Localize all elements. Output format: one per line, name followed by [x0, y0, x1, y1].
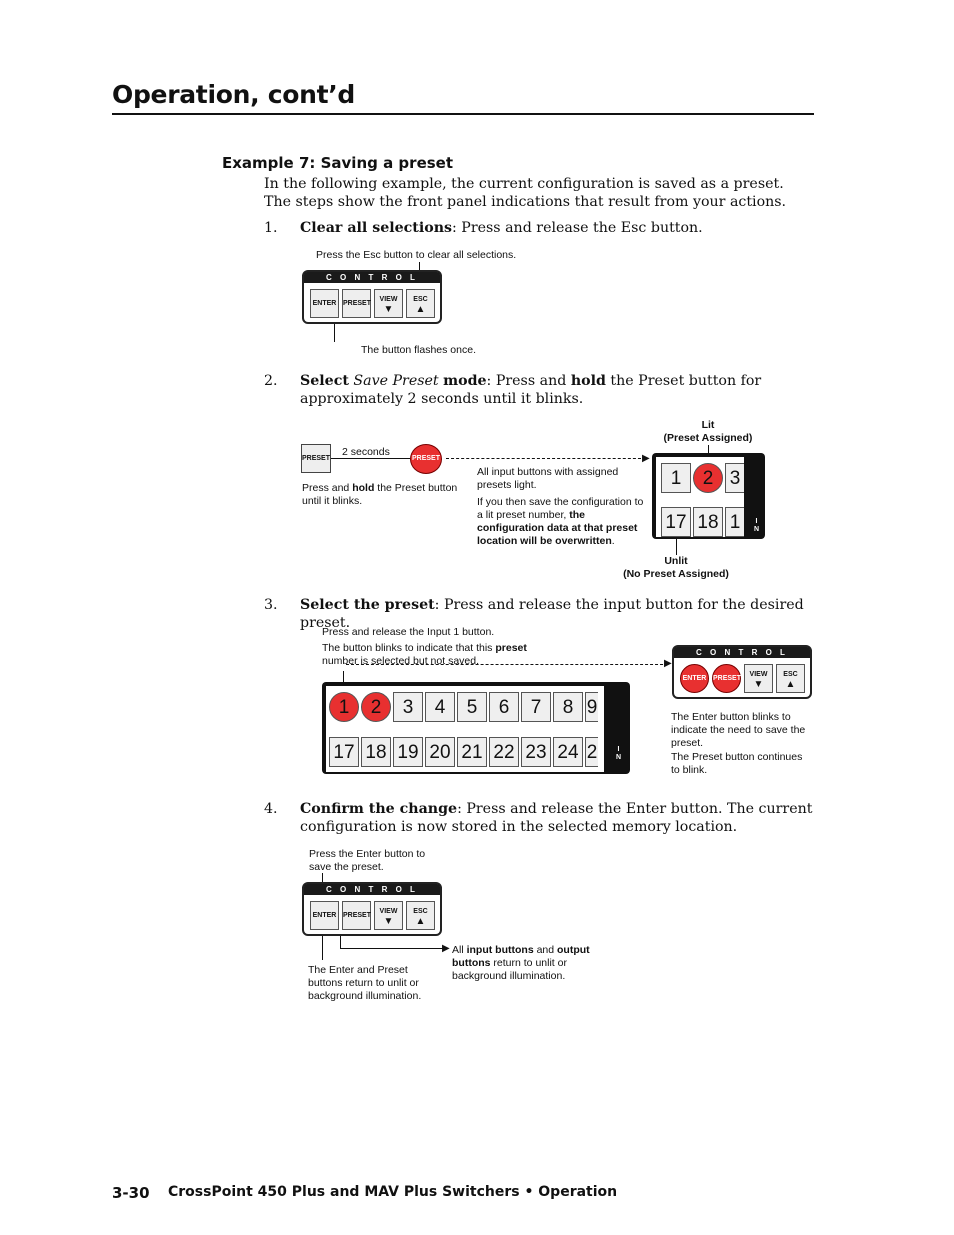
input-button[interactable]: 24 [553, 737, 583, 767]
leader-line [322, 936, 323, 960]
control-panel-title: C O N T R O L [304, 272, 440, 283]
input-button[interactable]: 4 [425, 692, 455, 722]
input-button-lit[interactable]: 1 [329, 692, 359, 722]
leader-line [334, 324, 335, 342]
step-4-number: 4. [264, 801, 278, 817]
esc-button[interactable]: ESC ▲ [406, 289, 435, 318]
caption-press-input-1: Press and release the Input 1 button. [322, 626, 495, 638]
step-1-text: Clear all selections: Press and release the Esc button. [300, 220, 703, 236]
preset-button[interactable]: PRESET [342, 901, 371, 930]
input-button[interactable]: 5 [457, 692, 487, 722]
control-panel-step1 [302, 270, 442, 324]
dashed-arrow [446, 458, 646, 459]
input-button[interactable]: 3 [725, 463, 744, 493]
input-button[interactable]: 6 [489, 692, 519, 722]
step-4-text: Confirm the change: Press and release the Enter button. The current configuration is now stored in the selected memory location. [300, 801, 813, 835]
down-arrow-icon: ▼ [753, 679, 764, 690]
step-2-text: Select Save Preset mode: Press and hold the Preset button for approximately 2 seconds until it blinks. [300, 373, 762, 407]
preset-button-blinking[interactable]: PRESET [712, 664, 741, 693]
caption-all-buttons: All input buttons and output buttons return to unlit or background illumination. [452, 944, 590, 982]
arrow-line [340, 948, 446, 949]
caption-press-esc: Press the Esc button to clear all selections. [316, 249, 517, 261]
input-button[interactable]: 7 [521, 692, 551, 722]
up-arrow-icon: ▲ [785, 679, 796, 690]
view-button[interactable]: VIEW ▼ [374, 289, 403, 318]
input-button[interactable]: 8 [553, 692, 583, 722]
step-3-number: 3. [264, 597, 278, 613]
down-arrow-icon: ▼ [383, 916, 394, 927]
example-title: Example 7: Saving a preset [222, 154, 454, 172]
leader-line [676, 538, 677, 555]
preset-button-blinking[interactable]: PRESET [410, 444, 442, 474]
input-label: I N [616, 746, 622, 761]
esc-button[interactable]: ESC ▲ [776, 664, 805, 693]
up-arrow-icon: ▲ [415, 304, 426, 315]
step-1-number: 1. [264, 220, 278, 236]
input-button[interactable]: 23 [521, 737, 551, 767]
input-button[interactable]: 18 [693, 507, 723, 537]
dashed-arrow [346, 664, 668, 665]
view-button[interactable]: VIEW ▼ [744, 664, 773, 693]
input-button[interactable]: 20 [425, 737, 455, 767]
caption-lit: Lit (Preset Assigned) [663, 419, 753, 444]
input-button-lit[interactable]: 2 [693, 463, 723, 493]
footer-title: CrossPoint 450 Plus and MAV Plus Switchers • Operation [168, 1184, 618, 1200]
caption-unlit: Unlit (No Preset Assigned) [623, 555, 729, 580]
preset-button-plain[interactable]: PRESET [301, 444, 331, 473]
caption-press-enter: Press the Enter button to save the preset. [309, 848, 426, 873]
step-3-text: Select the preset: Press and release the input button for the desired preset. [300, 597, 804, 631]
input-button[interactable]: 3 [393, 692, 423, 722]
arrow-head-icon: ▶ [664, 658, 672, 669]
arrow-head-icon: ▶ [442, 943, 450, 954]
control-panel-step3 [672, 645, 812, 699]
input-button[interactable]: 21 [457, 737, 487, 767]
caption-press-hold: Press and hold the Preset button until it blinks. [302, 482, 458, 507]
page-title: Operation, cont’d [112, 80, 356, 109]
input-button[interactable]: 9 [585, 692, 598, 722]
caption-preset-blinks: The Preset button continues to blink. [671, 751, 803, 776]
input-button[interactable]: 17 [661, 507, 691, 537]
control-panel-title: C O N T R O L [304, 884, 440, 895]
enter-button-blinking[interactable]: ENTER [680, 664, 709, 693]
header-rule [112, 113, 814, 115]
input-label: I N [754, 518, 760, 533]
caption-blinks: The button blinks to indicate that this preset number is selected but not saved. [322, 642, 527, 667]
input-button[interactable]: 22 [489, 737, 519, 767]
esc-button[interactable]: ESC ▲ [406, 901, 435, 930]
caption-overwrite: If you then save the configuration to a lit preset number, the configuration data at that preset location will be overwritten. [477, 496, 644, 547]
down-arrow-icon: ▼ [383, 304, 394, 315]
control-panel-step4 [302, 882, 442, 936]
view-button[interactable]: VIEW ▼ [374, 901, 403, 930]
input-button[interactable]: 1 [661, 463, 691, 493]
input-button-lit[interactable]: 2 [361, 692, 391, 722]
leader-line [340, 936, 341, 948]
input-button[interactable]: 19 [393, 737, 423, 767]
step-2-number: 2. [264, 373, 278, 389]
page-number: 3-30 [112, 1184, 150, 1202]
arrow-head-icon: ▶ [642, 453, 650, 464]
caption-assigned-light: All input buttons with assigned presets light. [477, 466, 619, 491]
input-button[interactable]: 18 [361, 737, 391, 767]
input-button[interactable]: 2 [585, 737, 598, 767]
caption-enter-preset-return: The Enter and Preset buttons return to unlit or background illumination. [308, 964, 422, 1002]
caption-enter-blinks: The Enter button blinks to indicate the need to save the preset. [671, 711, 806, 749]
up-arrow-icon: ▲ [415, 916, 426, 927]
preset-button[interactable]: PRESET [342, 289, 371, 318]
caption-button-flashes: The button flashes once. [361, 344, 476, 356]
enter-button[interactable]: ENTER [310, 901, 339, 930]
enter-button[interactable]: ENTER [310, 289, 339, 318]
input-button[interactable]: 17 [329, 737, 359, 767]
control-panel-title: C O N T R O L [674, 647, 810, 658]
caption-2-seconds: 2 seconds [342, 446, 390, 458]
input-button[interactable]: 1 [725, 507, 744, 537]
example-intro: In the following example, the current configuration is saved as a preset. The steps show the front panel indications that result from your actions. [264, 176, 787, 210]
